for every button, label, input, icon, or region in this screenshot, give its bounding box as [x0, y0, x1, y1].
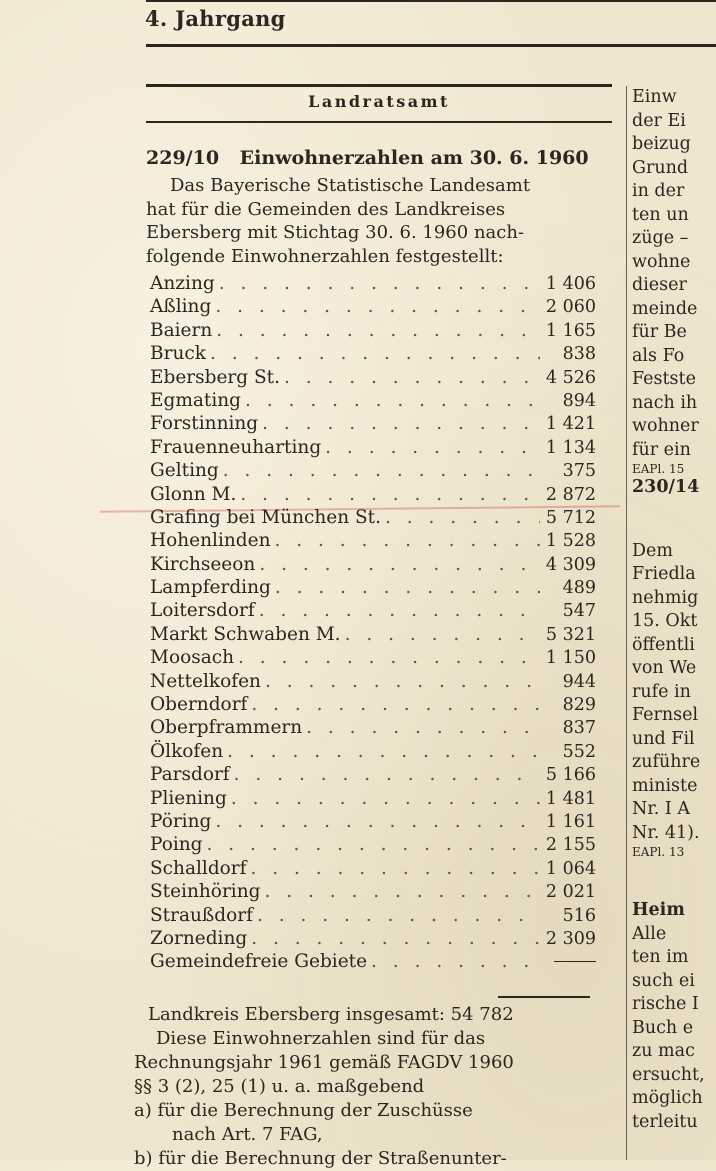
table-row — [150, 390, 596, 413]
municipality-name: Pliening — [150, 787, 227, 809]
municipality-name: Kirchseeon — [150, 553, 256, 575]
right-column-line: Dem — [632, 540, 673, 561]
header-top-rule — [146, 0, 716, 2]
right-column-line: Friedla — [632, 564, 696, 584]
table-row — [150, 577, 596, 600]
leader-dots — [325, 437, 540, 458]
leader-dots — [284, 367, 540, 388]
closing-line: a) für die Berechnung der Zuschüsse — [134, 1100, 473, 1121]
right-column-line: 230/14 — [632, 477, 700, 497]
right-column-line: züge – — [632, 228, 689, 248]
municipality-name: Nettelkofen — [150, 670, 261, 692]
municipality-name: Grafing bei München St. — [150, 506, 381, 528]
table-row — [150, 717, 596, 740]
right-column-line: Heim — [632, 900, 685, 920]
right-column-line: Buch e — [632, 1017, 694, 1038]
population-value: 2 309 — [545, 928, 596, 949]
right-column-line: Alle — [632, 923, 667, 944]
column-divider — [626, 86, 627, 1160]
leader-dots — [231, 788, 540, 809]
table-row — [150, 530, 596, 553]
population-value: 516 — [562, 905, 596, 926]
leader-dots — [251, 694, 540, 715]
right-column-line: Nr. 41). — [632, 822, 700, 843]
population-value: 944 — [562, 671, 596, 692]
leader-dots — [264, 881, 540, 902]
leader-dots — [345, 624, 540, 645]
population-value: 1 161 — [545, 811, 596, 832]
right-column-line: ten im — [632, 947, 689, 967]
municipality-name: Schalldorf — [150, 857, 247, 879]
municipality-name: Ölkofen — [150, 740, 224, 762]
population-value: 2 872 — [545, 484, 596, 505]
header-rule — [146, 44, 716, 47]
table-row — [150, 507, 596, 530]
population-value: 894 — [562, 390, 596, 411]
table-row — [150, 624, 596, 647]
right-column-line: rische I — [632, 994, 699, 1014]
closing-line: Diese Einwohnerzahlen sind für das — [156, 1028, 486, 1049]
closing-line: §§ 3 (2), 25 (1) u. a. maßgebend — [134, 1076, 425, 1097]
leader-dots — [245, 390, 540, 411]
right-column-line: möglich — [632, 1088, 703, 1108]
table-row — [150, 437, 596, 460]
dash-mark — [554, 961, 596, 962]
leader-dots — [219, 273, 540, 294]
population-value: 1 481 — [545, 788, 596, 809]
municipality-name: Pöring — [150, 810, 212, 832]
population-value: 837 — [562, 718, 596, 739]
intro-line: folgende Einwohnerzahlen festgestellt: — [146, 245, 504, 267]
municipality-name: Gemeindefreie Gebiete — [150, 951, 368, 973]
municipality-name: Zorneding — [150, 927, 248, 949]
article-intro — [146, 174, 612, 268]
table-row — [150, 484, 596, 507]
population-value: 1 134 — [545, 437, 596, 458]
right-column-line: und Fil — [632, 728, 695, 749]
right-column-line: Grund — [632, 157, 689, 178]
intro-line: hat für die Gemeinden des Landkreises — [146, 198, 506, 220]
municipality-name: Anzing — [150, 273, 215, 294]
section-title: Landratsamt — [308, 92, 450, 111]
table-row — [150, 905, 596, 928]
right-column-line: ersucht, — [632, 1064, 705, 1085]
leader-dots — [371, 951, 540, 972]
population-value: 375 — [562, 461, 596, 482]
table-row — [150, 788, 596, 811]
leader-dots — [238, 647, 540, 668]
right-column-line: dieser — [632, 275, 687, 295]
leader-dots — [265, 671, 540, 692]
table-row — [150, 741, 596, 764]
municipality-name: Straußdorf — [150, 904, 253, 926]
population-value: 1 406 — [545, 274, 596, 294]
leader-dots — [240, 484, 540, 505]
municipality-name: Bruck — [150, 343, 206, 365]
table-row — [150, 928, 596, 951]
leader-dots — [227, 741, 540, 762]
table-row — [150, 671, 596, 694]
leader-dots — [216, 320, 540, 341]
municipality-name: Forstinning — [150, 413, 259, 435]
section-rule-bottom — [146, 121, 612, 123]
closing-text — [134, 1027, 604, 1171]
leader-dots — [257, 905, 540, 926]
population-table — [150, 273, 596, 975]
right-column-line: Festste — [632, 369, 696, 389]
closing-line: nach Art. 7 FAG, — [172, 1124, 323, 1145]
right-column-line: beizug — [632, 134, 691, 154]
municipality-name: Hohenlinden — [150, 530, 271, 552]
table-row — [150, 647, 596, 670]
table-row — [150, 273, 596, 296]
leader-dots — [207, 834, 540, 855]
population-value — [544, 952, 596, 972]
table-row — [150, 951, 596, 974]
table-row — [150, 600, 596, 623]
total-line: Landkreis Ebersberg insgesamt: 54 782 — [148, 1004, 514, 1025]
population-value: 829 — [562, 695, 596, 716]
population-value: 5 166 — [545, 765, 596, 786]
table-row — [150, 881, 596, 904]
right-column-line: zu mac — [632, 1041, 695, 1061]
right-column-line: in der — [632, 181, 685, 201]
right-column-line: EAPl. 13 — [632, 845, 685, 859]
leader-dots — [275, 530, 540, 551]
table-row — [150, 460, 596, 483]
spacer — [632, 500, 716, 540]
right-column-line: ten un — [632, 204, 689, 225]
population-value: 2 060 — [545, 297, 596, 318]
right-column-line: Fernsel — [632, 705, 699, 725]
table-row — [150, 834, 596, 857]
right-column-line: der Ei — [632, 110, 686, 131]
population-value: 5 712 — [545, 507, 596, 528]
intro-line: Das Bayerische Statistische Landesamt — [170, 175, 531, 196]
leader-dots — [385, 507, 540, 528]
population-value: 5 321 — [545, 624, 596, 645]
municipality-name: Frauenneuharting — [150, 436, 322, 458]
population-value: 489 — [562, 578, 596, 599]
population-value: 2 155 — [545, 835, 596, 856]
table-row — [150, 858, 596, 881]
municipality-name: Steinhöring — [150, 881, 261, 903]
table-row — [150, 413, 596, 436]
right-column-line: 15. Okt — [632, 611, 698, 631]
sum-rule — [498, 996, 590, 998]
leader-dots — [210, 343, 540, 364]
right-column-line: wohner — [632, 416, 699, 436]
table-row — [150, 343, 596, 366]
right-column-text — [632, 86, 716, 1134]
population-value: 1 421 — [545, 414, 596, 435]
population-value: 1 165 — [545, 320, 596, 341]
population-value: 552 — [562, 741, 596, 762]
leader-dots — [259, 554, 540, 575]
municipality-name: Ebersberg St. — [150, 366, 280, 388]
intro-line: Ebersberg mit Stichtag 30. 6. 1960 nach- — [146, 222, 525, 243]
closing-line: Rechnungsjahr 1961 gemäß FAGDV 1960 — [134, 1052, 514, 1073]
right-column-line: terleitu — [632, 1111, 698, 1132]
issue-label: 4. Jahrgang — [145, 6, 286, 31]
right-column-line: für Be — [632, 322, 687, 342]
municipality-name: Egmating — [150, 389, 242, 411]
closing-line: b) für die Berechnung der Straßenunter- — [134, 1148, 507, 1169]
right-column-line: für ein — [632, 439, 691, 460]
right-column-line: rufe in — [632, 681, 691, 702]
municipality-name: Glonn M. — [150, 483, 237, 505]
table-row — [150, 764, 596, 787]
table-row — [150, 811, 596, 834]
right-column-line: EAPl. 15 — [632, 462, 685, 476]
population-value: 838 — [562, 344, 596, 365]
municipality-name: Oberpframmern — [150, 717, 303, 739]
right-column-line: meinde — [632, 298, 698, 319]
table-row — [150, 694, 596, 717]
leader-dots — [262, 413, 540, 434]
leader-dots — [250, 858, 540, 879]
leader-dots — [275, 577, 540, 598]
spacer — [632, 859, 716, 899]
municipality-name: Aßling — [150, 296, 212, 318]
right-column-line: wohne — [632, 251, 691, 272]
leader-dots — [259, 600, 540, 621]
population-value: 1 064 — [545, 858, 596, 879]
table-row — [150, 554, 596, 577]
article-title: Einwohnerzahlen am 30. 6. 1960 — [239, 147, 589, 169]
leader-dots — [223, 460, 540, 481]
right-column-line: von We — [632, 658, 697, 678]
article-heading — [146, 147, 589, 169]
municipality-name: Loitersdorf — [150, 600, 255, 622]
population-value: 547 — [562, 601, 596, 622]
population-value: 1 528 — [545, 531, 596, 552]
table-row — [150, 320, 596, 343]
article-number: 229/10 — [146, 147, 220, 169]
leader-dots — [215, 296, 540, 317]
right-column-line: such ei — [632, 970, 695, 991]
leader-dots — [306, 717, 540, 738]
population-value: 4 526 — [545, 367, 596, 388]
leader-dots — [251, 928, 540, 949]
population-value: 2 021 — [545, 882, 596, 903]
municipality-name: Markt Schwaben M. — [150, 623, 341, 645]
right-column-line: nehmig — [632, 587, 699, 608]
municipality-name: Parsdorf — [150, 764, 230, 786]
population-value: 1 150 — [545, 648, 596, 669]
municipality-name: Moosach — [150, 647, 235, 669]
municipality-name: Baiern — [150, 319, 213, 341]
population-value: 4 309 — [545, 554, 596, 575]
leader-dots — [234, 764, 540, 785]
right-column-line: zuführe — [632, 752, 701, 772]
section-rule-top — [146, 84, 612, 87]
right-column-line: als Fo — [632, 345, 685, 366]
municipality-name: Lampferding — [150, 577, 271, 599]
right-column-line: ministe — [632, 775, 698, 796]
table-row — [150, 296, 596, 319]
table-row — [150, 367, 596, 390]
municipality-name: Gelting — [150, 460, 219, 482]
right-column-line: öffentli — [632, 634, 695, 655]
right-column-line: Nr. I A — [632, 799, 690, 819]
right-column-line: nach ih — [632, 392, 698, 413]
municipality-name: Poing — [150, 834, 203, 856]
leader-dots — [215, 811, 540, 832]
right-column-line: Einw — [632, 87, 677, 107]
municipality-name: Oberndorf — [150, 694, 248, 716]
